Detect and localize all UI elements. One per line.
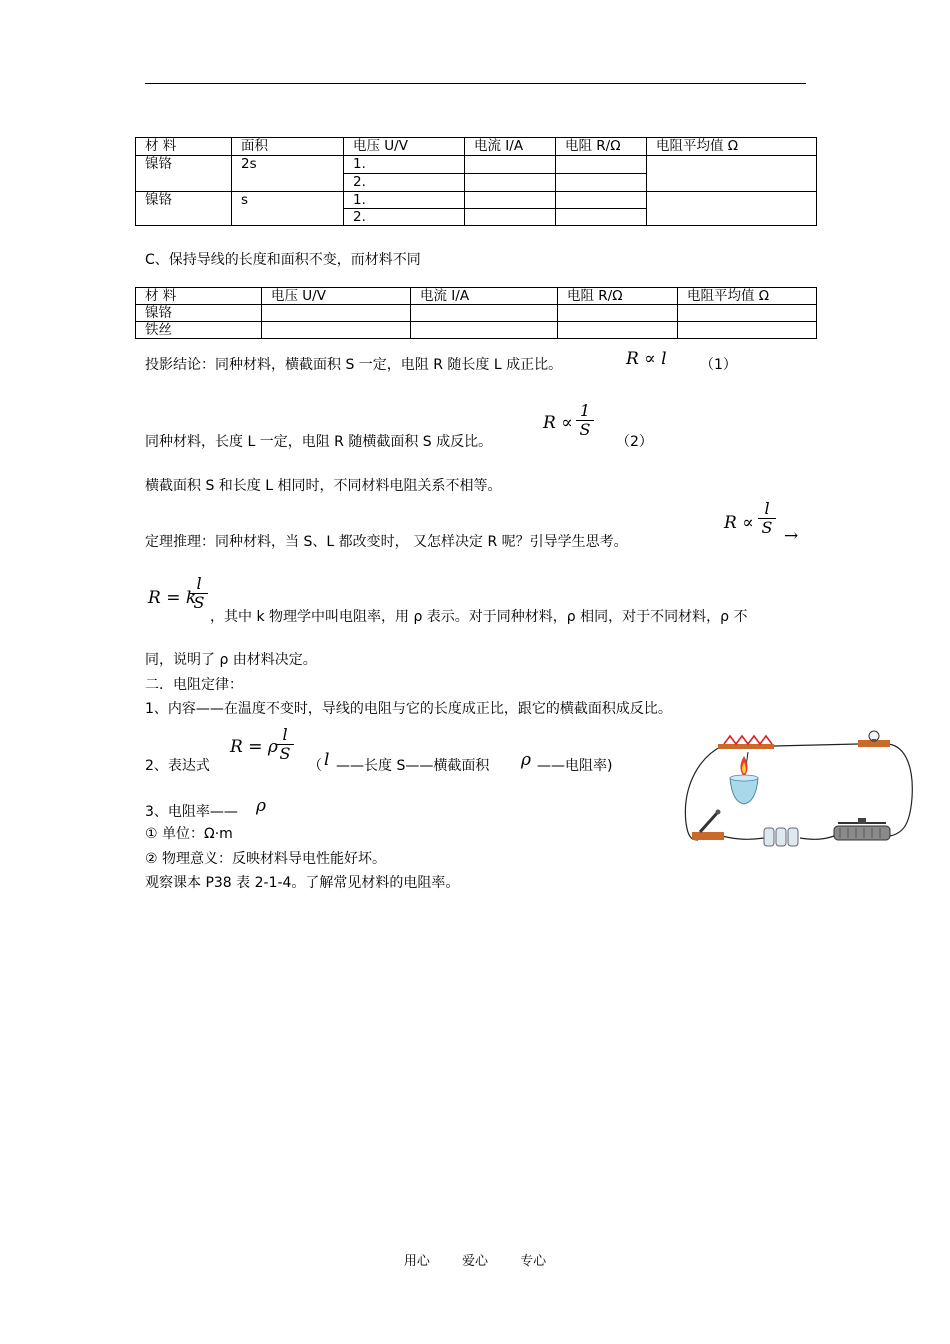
wire [774, 744, 858, 746]
cell-empty [558, 305, 678, 322]
cell-empty [465, 192, 556, 209]
header-resistance: 电阻 R/Ω [556, 138, 647, 156]
cell-area: s [232, 192, 344, 226]
header-material: 材 料 [136, 138, 232, 156]
wire [800, 836, 834, 839]
formula-2-fraction [576, 402, 594, 439]
light-bulb-icon [858, 731, 890, 747]
header-average: 电阻平均值 Ω [647, 138, 817, 156]
formula-4-lhs: R = k [148, 588, 197, 608]
table-row [136, 322, 817, 339]
resistivity-heading: 3、电阻率—— [145, 804, 238, 820]
formula-2-lhs: R ∝ [543, 413, 573, 433]
heating-coil-icon [718, 736, 774, 749]
expression-desc-length-area: ——长度 S——横截面积 [336, 758, 490, 774]
expression-desc-resistivity: ——电阻率) [537, 758, 613, 774]
cell-material: 铁丝 [136, 322, 262, 339]
observe-textbook: 观察课本 P38 表 2-1-4。了解常见材料的电阻率。 [145, 875, 460, 891]
footer-item: 用心 [403, 1254, 430, 1269]
wire [888, 744, 912, 836]
formula-3-lhs: R ∝ [724, 513, 754, 533]
expression-label: 2、表达式 [145, 758, 210, 774]
cell-average [647, 156, 817, 192]
formula-3-numerator: l [764, 499, 770, 518]
cell-material: 镍铬 [136, 305, 262, 322]
cell-empty [411, 322, 558, 339]
footer-item: 爱心 [461, 1254, 488, 1269]
table-row [136, 305, 817, 322]
symbol-rho: ρ [521, 750, 531, 770]
expression-paren: （ [308, 758, 322, 774]
alcohol-lamp-icon [730, 756, 758, 804]
header-current: 电流 I/A [465, 138, 556, 156]
cell-empty [556, 209, 647, 226]
cell-empty [556, 156, 647, 174]
formula-2-denominator: S [579, 420, 591, 439]
wire [722, 836, 764, 839]
section-heading-resistance-law: 二．电阻定律： [145, 677, 243, 693]
resistivity-meaning: ② 物理意义：反映材料导电性能好坏。 [145, 851, 386, 867]
cell-material: 镍铬 [136, 156, 232, 192]
conclusion-1: 投影结论：同种材料，横截面积 S 一定，电阻 R 随长度 L 成正比。 [145, 357, 563, 373]
cell-empty [556, 192, 647, 209]
cell-empty [558, 322, 678, 339]
cell-empty [556, 174, 647, 192]
rheostat-icon [834, 818, 890, 840]
section-c-text: C、保持导线的长度和面积不变，而材料不同 [145, 252, 421, 268]
explain-k-continued: 同，说明了 ρ 由材料决定。 [145, 652, 317, 668]
formula-4-denominator: S [193, 593, 205, 612]
formula-4-numerator: l [196, 574, 202, 593]
header-area: 面积 [232, 138, 344, 156]
footer-item: 专心 [520, 1254, 547, 1269]
cell-trial: 1. [344, 192, 465, 209]
cell-trial: 2. [344, 174, 465, 192]
cell-empty [678, 322, 817, 339]
switch-icon [692, 810, 724, 841]
arrow-icon: → [784, 526, 799, 546]
conclusion-3: 横截面积 S 和长度 L 相同时，不同材料电阻关系不相等。 [145, 478, 502, 494]
formula-3-denominator: S [761, 518, 773, 537]
formula-4-fraction [190, 575, 208, 612]
header-average: 电阻平均值 Ω [678, 288, 817, 305]
cell-empty [465, 209, 556, 226]
table-row [136, 156, 817, 174]
formula-3-fraction [758, 500, 776, 537]
equation-label-2: （2） [616, 434, 653, 450]
header-current: 电流 I/A [411, 288, 558, 305]
battery-icon [764, 828, 798, 846]
formula-5-fraction [276, 726, 294, 763]
table-row [136, 192, 817, 209]
cell-trial: 1. [344, 156, 465, 174]
formula-5-numerator: l [282, 725, 288, 744]
header-voltage: 电压 U/V [344, 138, 465, 156]
cell-empty [465, 156, 556, 174]
header-material: 材 料 [136, 288, 262, 305]
explain-k: ，其中 k 物理学中叫电阻率，用 ρ 表示。对于同种材料，ρ 相同，对于不同材料，ρ 不 [210, 609, 748, 625]
formula-5-lhs: R = ρ [230, 737, 278, 757]
table-area-experiment [135, 137, 817, 226]
header-rule [145, 83, 806, 84]
cell-empty [678, 305, 817, 322]
table-header-row [136, 138, 817, 156]
cell-area: 2s [232, 156, 344, 192]
formula-2-numerator: 1 [579, 401, 591, 420]
equation-label-1: （1） [700, 357, 737, 373]
cell-empty [411, 305, 558, 322]
circuit-diagram [678, 728, 918, 860]
page-footer [0, 1250, 950, 1269]
cell-material: 镍铬 [136, 192, 232, 226]
header-resistance: 电阻 R/Ω [558, 288, 678, 305]
resistivity-unit: ① 单位：Ω·m [145, 826, 233, 842]
cell-average [647, 192, 817, 226]
cell-empty [262, 322, 411, 339]
header-voltage: 电压 U/V [262, 288, 411, 305]
formula-proportional-length: R ∝ l [626, 349, 667, 369]
cell-empty [262, 305, 411, 322]
table-header-row [136, 288, 817, 305]
conclusion-2: 同种材料，长度 L 一定，电阻 R 随横截面积 S 成反比。 [145, 434, 493, 450]
table-material-experiment [135, 287, 817, 339]
symbol-length: l [324, 750, 330, 770]
cell-empty [465, 174, 556, 192]
reasoning-text: 定理推理：同种材料，当 S、L 都改变时， 又怎样决定 R 呢？引导学生思考。 [145, 534, 628, 550]
cell-trial: 2. [344, 209, 465, 226]
law-content: 1、内容——在温度不变时，导线的电阻与它的长度成正比，跟它的横截面积成反比。 [145, 701, 672, 717]
formula-5-denominator: S [279, 744, 291, 763]
resistivity-symbol: ρ [256, 796, 266, 816]
